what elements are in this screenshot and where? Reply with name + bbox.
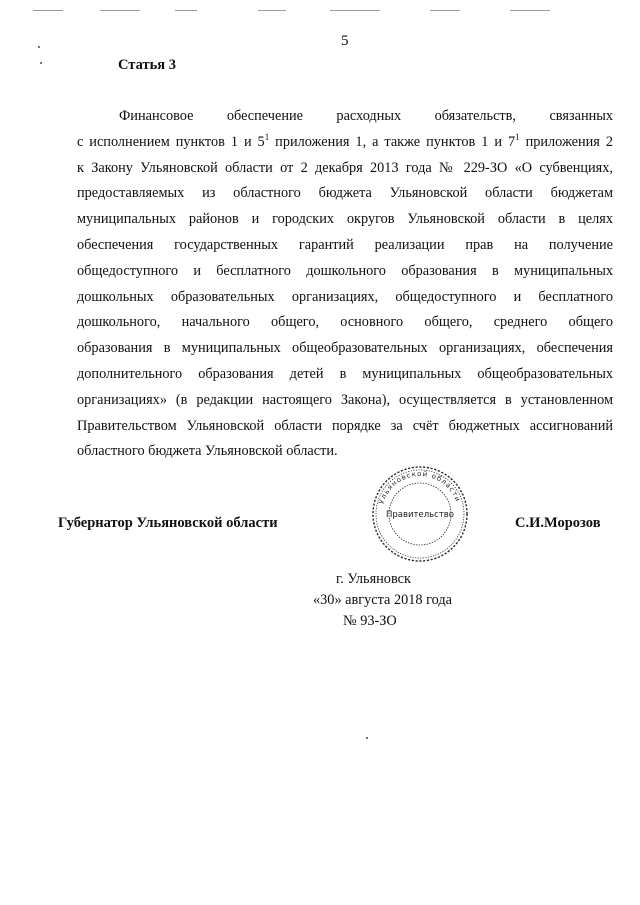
seal-ring-text: Ульяновской области bbox=[377, 469, 462, 506]
scan-mark bbox=[510, 10, 550, 11]
paragraph-line: муниципальных районов и городских округов Ульяновской области в целях bbox=[77, 211, 613, 228]
footer-date: «30» августа 2018 года bbox=[313, 592, 452, 608]
article-body bbox=[77, 104, 613, 465]
seal-inner-text: Правительство bbox=[386, 510, 454, 520]
signatory-title: Губернатор Ульяновской области bbox=[58, 515, 278, 531]
document-footer bbox=[270, 569, 470, 632]
paragraph-line: к Закону Ульяновской области от 2 декабря 2013 года № 229-ЗО «О субвенциях, bbox=[77, 159, 613, 176]
paragraph-line: обеспечения государственных гарантий реализации прав на получение bbox=[77, 236, 613, 253]
paragraph-line: организациях» (в редакции настоящего Закона), осуществляется в установленном bbox=[77, 391, 613, 408]
paragraph-line: Финансовое обеспечение расходных обязательств, связанных bbox=[119, 108, 613, 124]
scan-mark bbox=[175, 10, 197, 11]
paragraph-line: с исполнением пунктов 1 и $5^1$ приложения 1, а также пунктов 1 и $7^1$ приложения 2 bbox=[77, 131, 613, 150]
footer-city: г. Ульяновск bbox=[336, 571, 411, 587]
svg-text:Ульяновской области bbox=[377, 470, 462, 505]
paragraph-line: дошкольных образовательных организациях, общедоступного и бесплатного bbox=[77, 288, 613, 305]
footer-law-number: № 93-ЗО bbox=[343, 613, 397, 629]
scan-dot bbox=[40, 62, 42, 64]
scan-mark bbox=[100, 10, 140, 11]
paragraph-line: общедоступного и бесплатного дошкольного образования в муниципальных bbox=[77, 262, 613, 279]
paragraph-line: областного бюджета Ульяновской области. bbox=[77, 443, 338, 460]
superscript: 1 bbox=[515, 131, 520, 142]
scan-mark bbox=[430, 10, 460, 11]
scan-mark bbox=[258, 10, 286, 11]
signatory-name: С.И.Морозов bbox=[515, 515, 601, 531]
scan-dot bbox=[38, 46, 40, 48]
page-number: 5 bbox=[341, 33, 349, 49]
paragraph-line: Правительством Ульяновской области порядке за счёт бюджетных ассигнований bbox=[77, 417, 613, 434]
scan-mark bbox=[33, 10, 63, 11]
paragraph-line: предоставляемых из областного бюджета Ульяновской области бюджетам bbox=[77, 185, 613, 202]
paragraph-line: дополнительного образования детей в муниципальных общеобразовательных bbox=[77, 365, 613, 382]
article-heading: Статья 3 bbox=[118, 57, 176, 73]
scan-dot bbox=[366, 737, 368, 739]
superscript: 1 bbox=[264, 131, 270, 142]
official-seal-stamp bbox=[370, 464, 470, 564]
paragraph-line: дошкольного, начального общего, основного общего, среднего общего bbox=[77, 314, 613, 331]
paragraph-line: образования в муниципальных общеобразовательных организациях, обеспечения bbox=[77, 340, 613, 357]
scan-mark bbox=[330, 10, 380, 11]
